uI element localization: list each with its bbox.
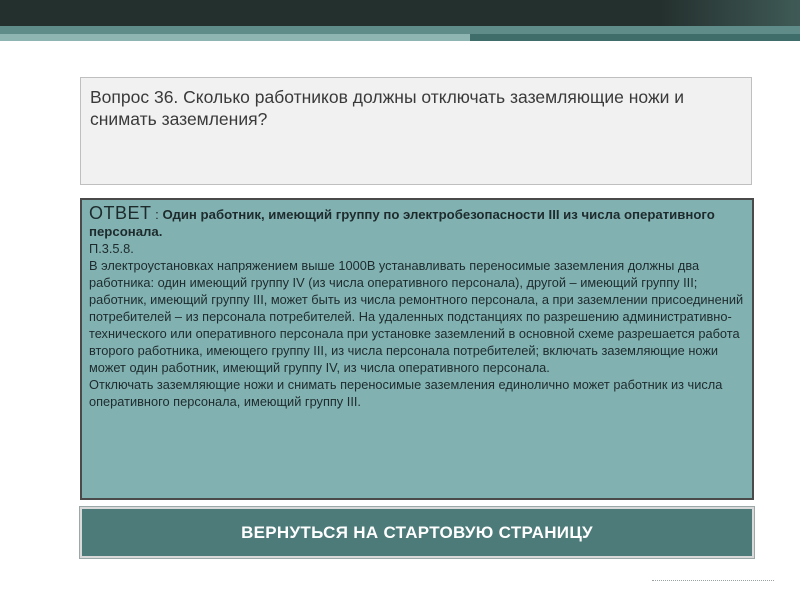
top-dark-band bbox=[0, 0, 800, 26]
return-to-start-button[interactable] bbox=[80, 507, 754, 558]
answer-separator: : bbox=[151, 207, 163, 222]
top-dark-teal-band bbox=[470, 34, 800, 41]
answer-reference: П.3.5.8. bbox=[89, 241, 134, 256]
return-button-label: ВЕРНУТЬСЯ НА СТАРТОВУЮ СТРАНИЦУ bbox=[241, 522, 593, 542]
answer-body: В электроустановках напряжением выше 1000В устанавливать переносимые заземления должны два работника: один имеющий группу IV (из числа оперативного персонала), другой – имеющий группу III; работник, имеющий группу III, может быть из числа ремонтного персонала, а при заземлении присоединений потребителей – из персонала потребителей. На удаленных подстанциях по разрешению административно-технического или оперативного персонала при установке заземлений в основной схеме разрешается работа второго работника, имеющего группу III, из числа персонала потребителей; включать заземляющие ножи может один работник, имеющий группу IV, из числа оперативного персонала. bbox=[89, 258, 744, 375]
question-box bbox=[80, 77, 752, 185]
top-teal-band bbox=[0, 26, 800, 34]
top-band-gradient bbox=[660, 0, 800, 26]
answer-body-second: Отключать заземляющие ножи и снимать переносимые заземления единолично может работник из числа оперативного персонала, имеющий группу III. bbox=[89, 377, 723, 409]
question-text: Вопрос 36. Сколько работников должны отключать заземляющие ножи и снимать заземления? bbox=[90, 87, 685, 129]
answer-summary: Один работник, имеющий группу по электробезопасности III из числа оперативного персонала. bbox=[89, 207, 715, 239]
answer-heading bbox=[89, 205, 745, 240]
answer-label: ОТВЕТ bbox=[89, 203, 152, 223]
answer-box bbox=[80, 198, 754, 500]
footer-mark bbox=[652, 576, 774, 581]
top-light-teal-band bbox=[0, 34, 470, 41]
